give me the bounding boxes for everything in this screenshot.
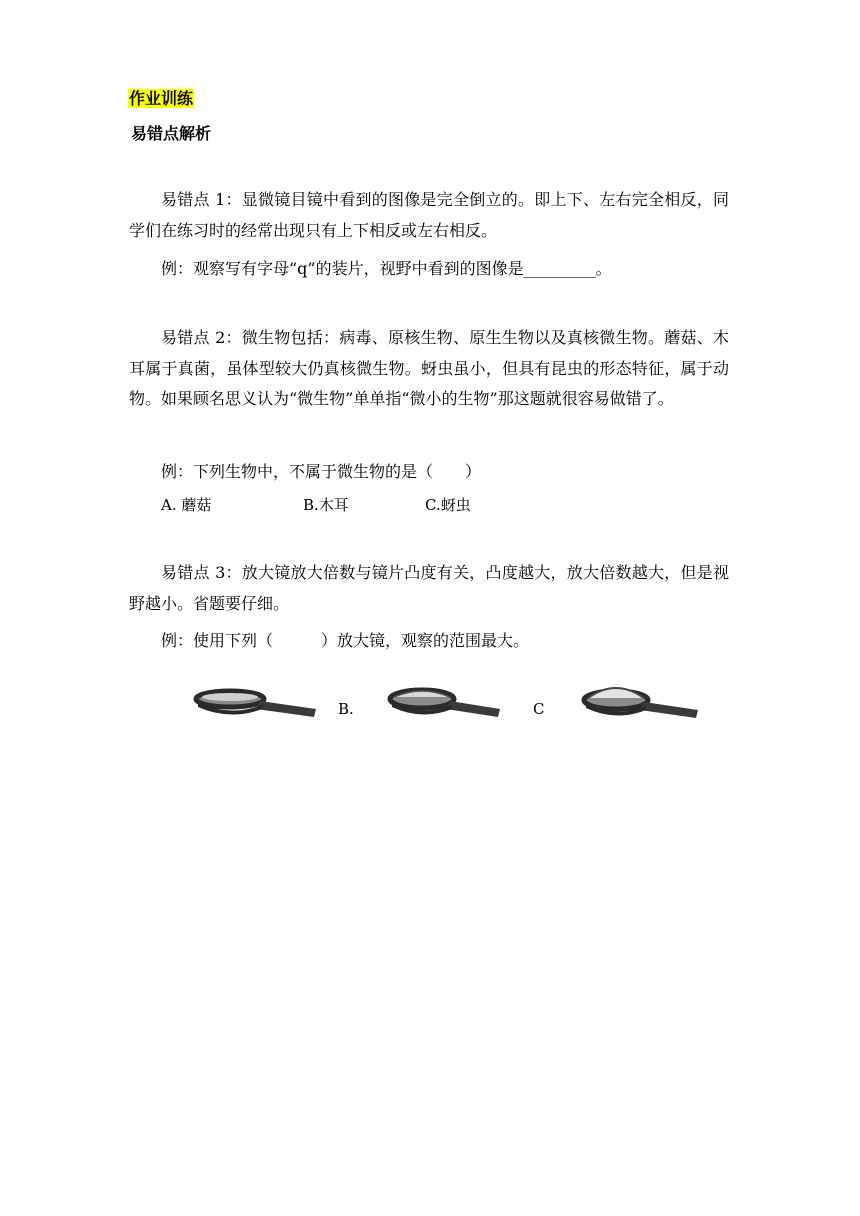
option-b-wood-ear: B.木耳 [303, 496, 349, 514]
magnifier-b-image [384, 683, 504, 723]
error-point-1-example: 例：观察写有字母“q”的装片，视野中看到的图像是_________。 [161, 259, 612, 278]
section-subtitle: 易错点解析 [131, 124, 212, 143]
error-point-2-example: 例：下列生物中，不属于微生物的是（ ） [161, 462, 482, 481]
option-a-mushroom: A. 蘑菇 [161, 496, 212, 514]
error-point-2-text: 易错点 2：微生物包括：病毒、原核生物、原生生物以及真核微生物。蘑菇、木耳属于真菌，虽体型较大仍真核微生物。蚜虫虽小，但具有昆虫的形态特征，属于动物。如果顾名思义认为“微生物”单单指“微小的生物”那这题就很容易做错了。 [129, 328, 729, 408]
magnifier-a-image [190, 683, 322, 723]
error-point-3-text: 易错点 3：放大镜放大倍数与镜片凸度有关，凸度越大，放大倍数越大，但是视野越小。省题要仔细。 [129, 563, 729, 613]
option-c-aphid: C.蚜虫 [425, 496, 471, 514]
error-point-3-example: 例：使用下列（ ）放大镜，观察的范围最大。 [161, 631, 530, 650]
magnifier-c-label: C [533, 700, 545, 718]
magnifier-c-image [578, 678, 702, 722]
error-point-1-text: 易错点 1：显微镜目镜中看到的图像是完全倒立的。即上下、左右完全相反，同学们在练习时的经常出现只有上下相反或左右相反。 [129, 190, 729, 240]
section-title: 作业训练 [129, 89, 194, 108]
magnifier-b-label: B. [338, 700, 354, 718]
